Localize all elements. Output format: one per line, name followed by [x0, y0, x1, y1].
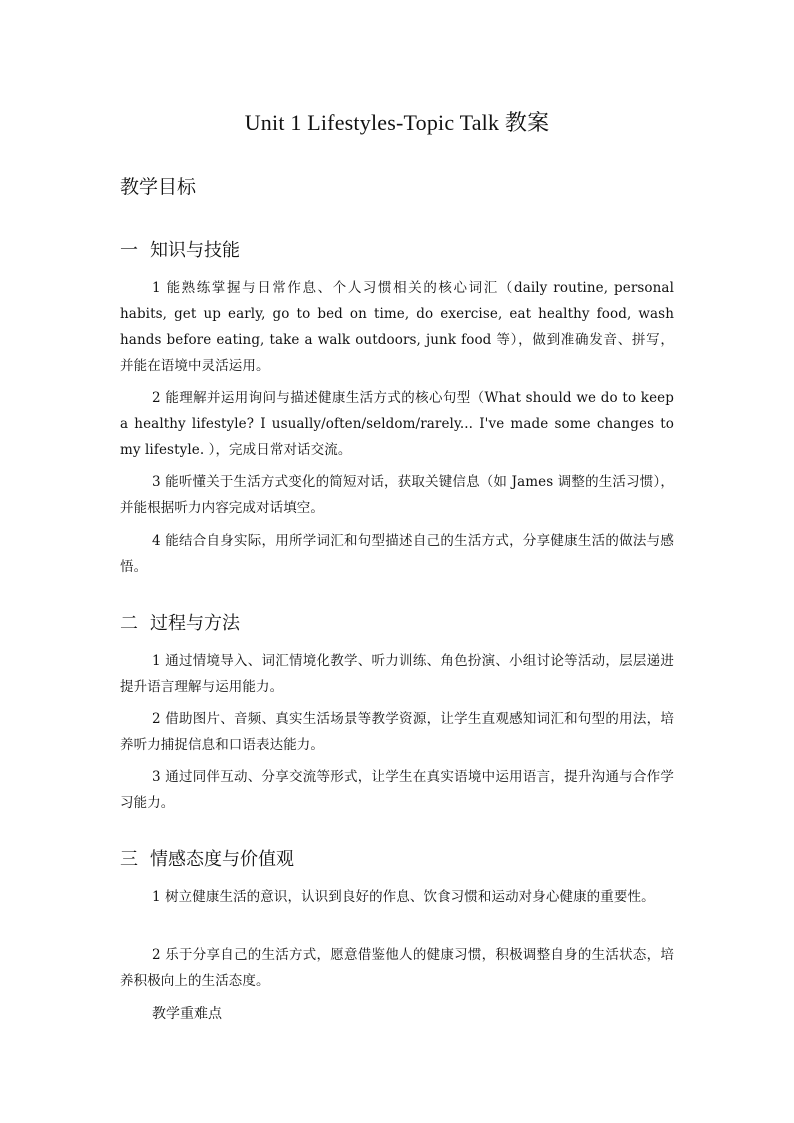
section-heading-process-methods: [120, 609, 240, 635]
teaching-objectives-heading: 教学目标: [120, 176, 197, 198]
section-title: 过程与方法: [150, 613, 240, 634]
paragraph: 1 树立健康生活的意识，认识到良好的作息、饮食习惯和运动对身心健康的重要性。: [152, 889, 655, 905]
paragraph: 1 通过情境导入、词汇情境化教学、听力训练、角色扮演、小组讨论等活动，层层递进提升语言理解与运用能力。: [120, 653, 674, 695]
paragraph: 2 能理解并运用询问与描述健康生活方式的核心句型（What should we do to keep a healthy lifestyle? I usually/often/seldom/rarely... I've made some changes to my lifestyle. ），完成日常对话交流。: [120, 390, 674, 458]
section-title: 情感态度与价值观: [150, 849, 294, 870]
section-title: 知识与技能: [150, 240, 240, 261]
paragraph: 1 能熟练掌握与日常作息、个人习惯相关的核心词汇（daily routine, personal habits, get up early, go to bed on time, do exercise, eat healthy food, wash hands before eating, take a walk outdoors, junk food 等），做到准确发音、拼写，并能在语境中灵活运用。: [120, 280, 674, 374]
section-number: 一: [120, 240, 138, 261]
section-heading-emotion-values: [120, 845, 294, 871]
section-number: 二: [120, 613, 138, 634]
paragraph: 2 借助图片、音频、真实生活场景等教学资源，让学生直观感知词汇和句型的用法，培养听力捕捉信息和口语表达能力。: [120, 711, 674, 753]
section-number: 三: [120, 849, 138, 870]
paragraph: 3 能听懂关于生活方式变化的简短对话，获取关键信息（如 James 调整的生活习惯），并能根据听力内容完成对话填空。: [120, 474, 674, 516]
key-difficult-points-heading: 教学重难点: [152, 1006, 222, 1022]
section-heading-knowledge-skills: [120, 236, 240, 262]
paragraph: 2 乐于分享自己的生活方式，愿意借鉴他人的健康习惯，积极调整自身的生活状态，培养积极向上的生活态度。: [120, 947, 674, 989]
document-title: Unit 1 Lifestyles-Topic Talk 教案: [244, 110, 550, 135]
paragraph: 3 通过同伴互动、分享交流等形式，让学生在真实语境中运用语言，提升沟通与合作学习能力。: [120, 769, 674, 811]
paragraph: 4 能结合自身实际，用所学词汇和句型描述自己的生活方式，分享健康生活的做法与感悟。: [120, 533, 674, 575]
